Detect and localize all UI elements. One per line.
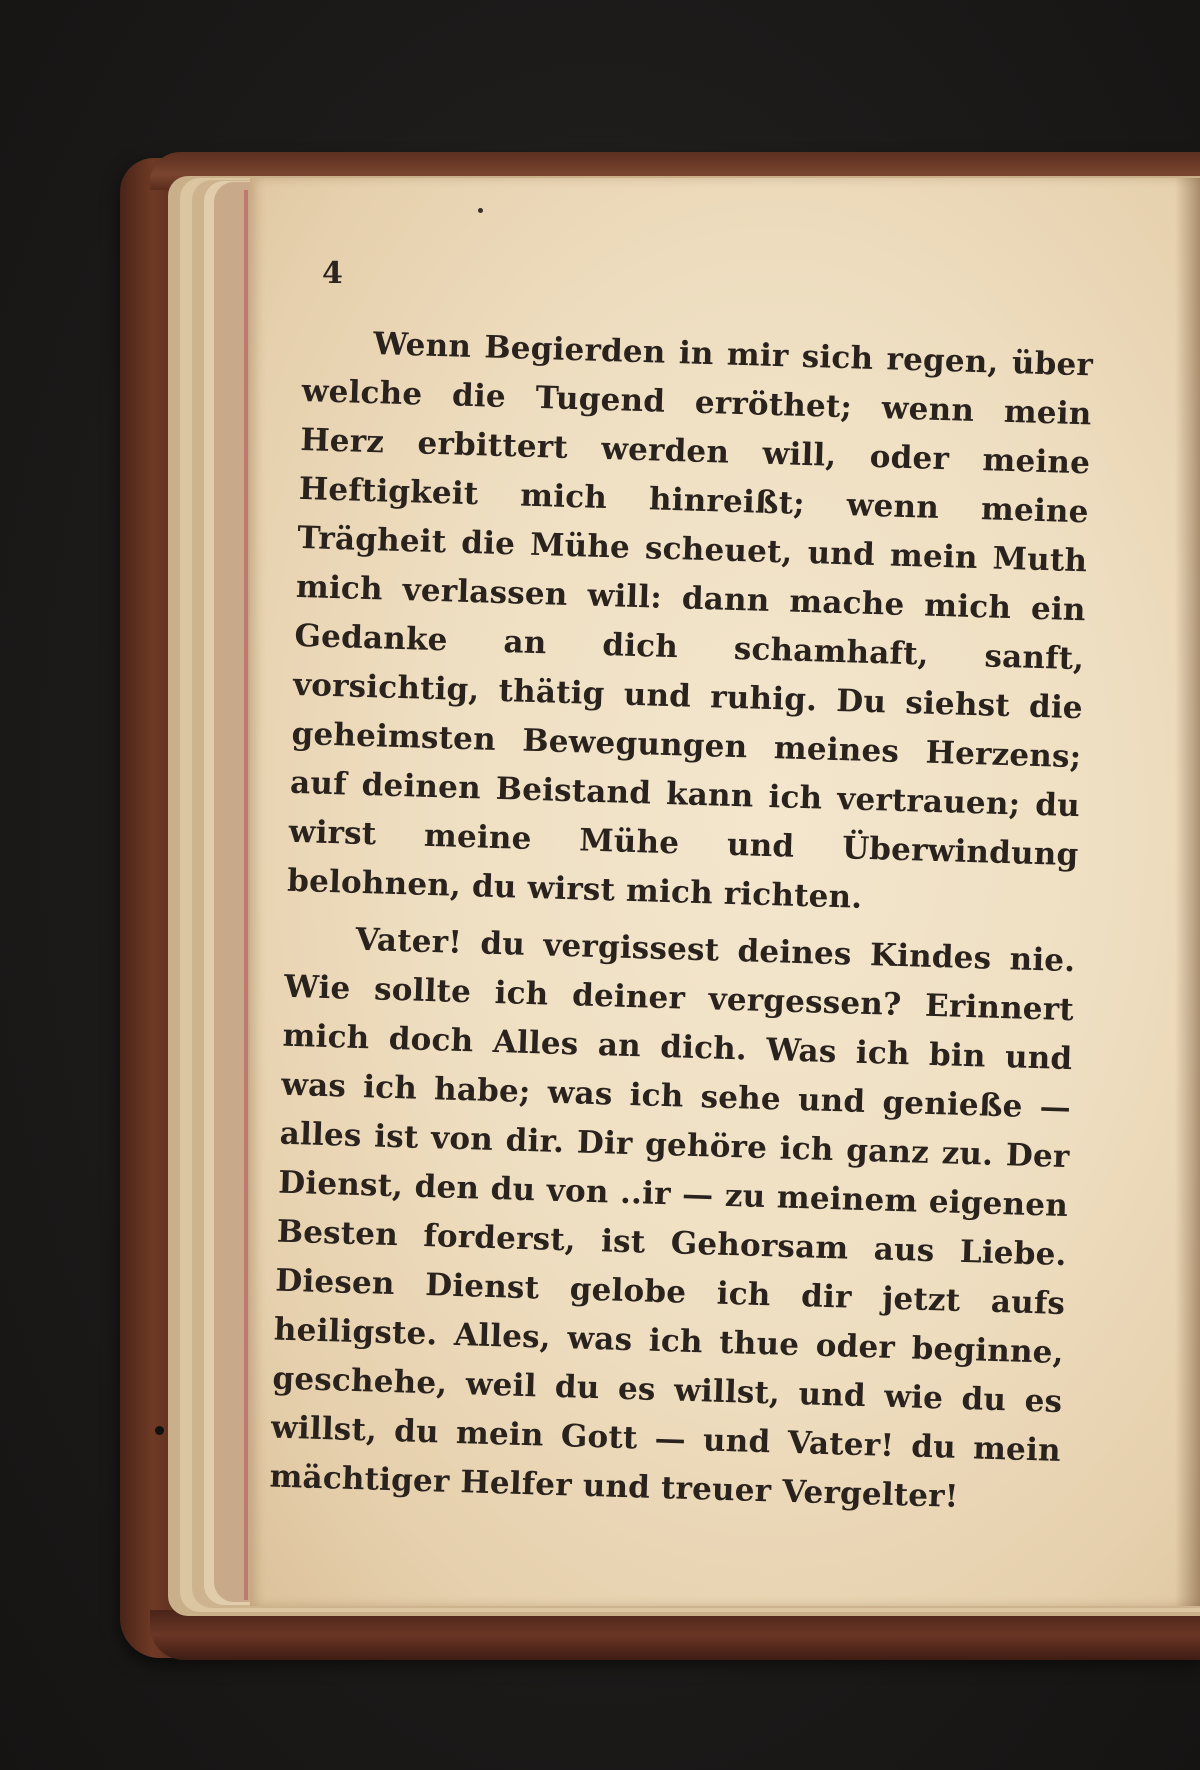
page-number: 4 xyxy=(322,256,343,291)
binding-hole xyxy=(155,1426,164,1435)
paragraph: Wenn Begierden in mir sich regen, über welche die Tugend erröthet; wenn mein Herz erbittert werden will, oder meine Heftigkeit mich hinreißt; wenn meine Trägheit die Mühe scheuet, und mein Muth mich verlassen will: dann mache mich ein Gedanke an dich schamhaft, sanft, vorsichtig, thätig und ruhig. Du siehst die geheimsten Bewegungen meines Herzens; auf deinen Beistand kann ich vertrauen; du wirst meine Mühe und Überwindung belohnen, du wirst mich richten. xyxy=(286,326,1094,916)
ink-speck xyxy=(478,208,483,213)
page-gutter-shadow xyxy=(1175,178,1200,1606)
book-cover-bottom-edge xyxy=(150,1610,1200,1660)
paragraph: Vater! du vergissest deines Kindes nie. Wie sollte ich deiner vergessen? Erinnert mich doch Alles an dich. Was ich bin und was ich habe; was ich sehe und genieße — alles ist von dir. Dir gehöre ich ganz zu. Der Dienst, den du von ..ir — zu meinem eigenen Besten forderst, ist Gehorsam aus Liebe. Diesen Dienst gelobe ich dir jetzt aufs heiligste. Alles, was ich thue oder beginne, geschehe, weil du es willst, und wie du es willst, du mein Gott — und Vater! du mein mächtiger Helfer und treuer Vergelter! xyxy=(269,921,1076,1515)
red-page-edge xyxy=(244,190,248,1600)
page-text xyxy=(269,318,1094,1533)
